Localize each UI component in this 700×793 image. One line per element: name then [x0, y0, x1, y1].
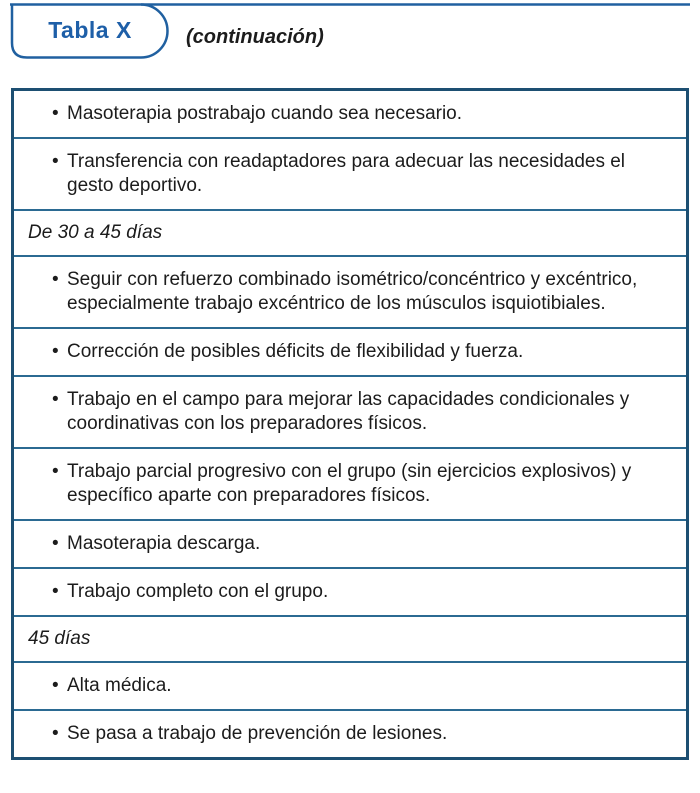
bullet-icon: •: [52, 151, 59, 172]
bullet-icon: •: [52, 103, 59, 124]
table-row: [14, 137, 686, 209]
bullet-icon: •: [52, 675, 59, 696]
section-header-row: [14, 209, 686, 255]
table-row: [14, 447, 686, 519]
row-text: De 30 a 45 días: [28, 222, 163, 243]
bullet-icon: •: [52, 341, 59, 362]
table-row: [14, 327, 686, 375]
row-text: Corrección de posibles déficits de flexibilidad y fuerza.: [67, 341, 524, 362]
continuation-label: (continuación): [186, 26, 324, 48]
row-text: 45 días: [28, 628, 91, 649]
bullet-icon: •: [52, 461, 59, 482]
bullet-icon: •: [52, 533, 59, 554]
bullet-icon: •: [52, 723, 59, 744]
table-row: [14, 709, 686, 757]
table-row: [14, 661, 686, 709]
row-text: Se pasa a trabajo de prevención de lesiones.: [67, 723, 448, 744]
bullet-icon: •: [52, 389, 59, 410]
row-text: Masoterapia postrabajo cuando sea necesario.: [67, 103, 463, 124]
table-row: [14, 519, 686, 567]
row-text: Trabajo en el campo para mejorar las capacidades condicionales y coordinativas con los preparadores físicos.: [67, 389, 630, 434]
row-text: Trabajo completo con el grupo.: [67, 581, 329, 602]
tab-outline-decoration: [0, 0, 700, 88]
table-row: [14, 255, 686, 327]
table-row: [14, 567, 686, 615]
row-text: Alta médica.: [67, 675, 172, 696]
row-text: Seguir con refuerzo combinado isométrico/concéntrico y excéntrico, especialmente trabajo excéntrico de los músculos isquiotibiales.: [67, 269, 638, 314]
protocol-table: [11, 88, 689, 760]
row-text: Trabajo parcial progresivo con el grupo (sin ejercicios explosivos) y específico aparte con preparadores físicos.: [67, 461, 632, 506]
tab-label: Tabla X: [48, 17, 132, 43]
row-text: Transferencia con readaptadores para adecuar las necesidades el gesto deportivo.: [67, 151, 626, 196]
bullet-icon: •: [52, 269, 59, 290]
table-row: [14, 91, 686, 137]
bullet-icon: •: [52, 581, 59, 602]
table-row: [14, 375, 686, 447]
section-header-row: [14, 615, 686, 661]
table-header: [0, 0, 700, 88]
row-text: Masoterapia descarga.: [67, 533, 261, 554]
